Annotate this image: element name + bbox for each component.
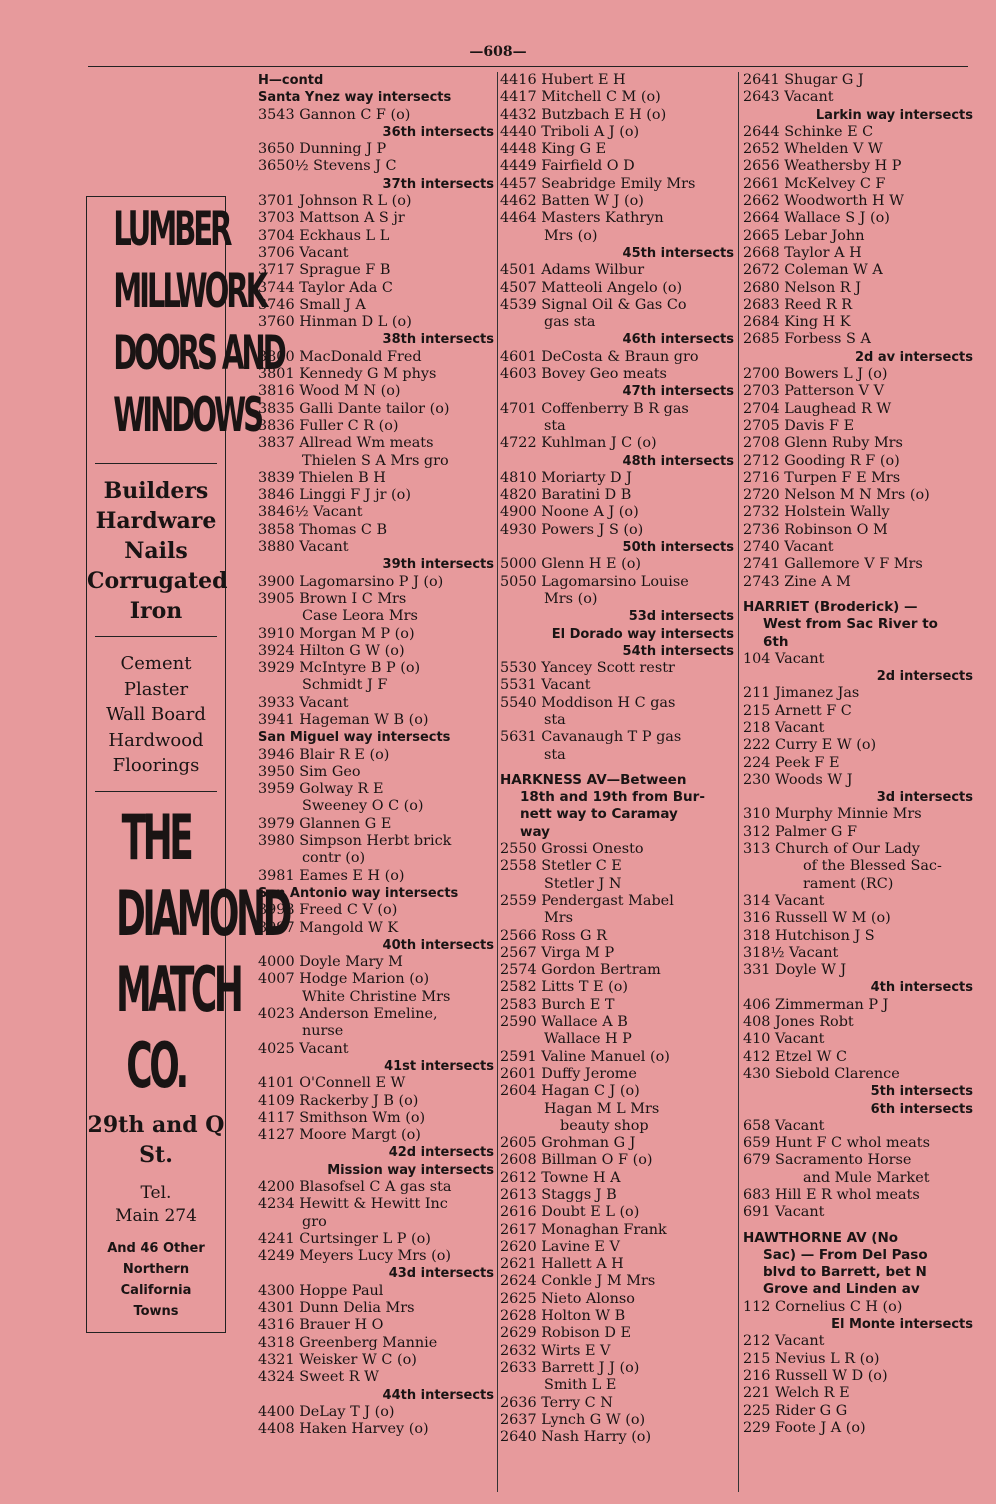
directory-entry: 2590 Wallace A B — [500, 1014, 628, 1031]
directory-entry: 4101 O'Connell E W — [258, 1075, 406, 1092]
directory-entry: 4601 DeCosta & Braun gro — [500, 348, 699, 365]
directory-entry: 4241 Curtsinger L P (o) — [258, 1230, 431, 1247]
directory-entry: 4448 King G E — [500, 141, 607, 158]
directory-entry: 222 Curry E W (o) — [743, 737, 877, 754]
ad-towns: Northern — [122, 1261, 190, 1277]
directory-entry: 221 Welch R E — [743, 1385, 850, 1402]
directory-entry-continued: nurse — [302, 1023, 344, 1040]
directory-entry-continued: and Mule Market — [803, 1169, 930, 1186]
street-heading: HAWTHORNE AV (No — [743, 1229, 899, 1246]
directory-entry: 406 Zimmerman P J — [743, 996, 889, 1013]
directory-entry: 3839 Thielen B H — [258, 469, 386, 486]
directory-entry: 3701 Johnson R L (o) — [258, 193, 412, 210]
section-heading: San Antonio way intersects — [258, 885, 459, 901]
directory-entry: 4501 Adams Wilbur — [500, 262, 645, 279]
directory-entry: 3800 MacDonald Fred — [258, 348, 422, 365]
page-number: —608— — [469, 44, 527, 60]
ad-headline-line: LUMBER — [113, 202, 230, 257]
directory-entry: 2656 Weathersby H P — [743, 158, 902, 175]
directory-entry: 4400 DeLay T J (o) — [258, 1403, 395, 1420]
intersection-heading: 36th intersects — [382, 124, 494, 140]
directory-entry: 225 Rider G G — [743, 1402, 848, 1419]
directory-entry: 2736 Robinson O M — [743, 521, 888, 538]
directory-entry: 212 Vacant — [743, 1333, 825, 1350]
ad-product: Floorings — [112, 755, 200, 776]
intersection-heading: 3d intersects — [876, 790, 973, 806]
directory-entry: 2620 Lavine E V — [500, 1238, 620, 1255]
street-heading-continued: West from Sac River to — [763, 616, 938, 633]
directory-entry: 4701 Coffenberry B R gas — [500, 400, 689, 417]
directory-entry: 2616 Doubt E L (o) — [500, 1204, 640, 1221]
directory-entry: 4301 Dunn Delia Mrs — [258, 1300, 415, 1317]
intersection-heading: 4th intersects — [870, 980, 973, 996]
directory-entry: 3933 Vacant — [258, 694, 349, 711]
directory-entry: 2633 Barrett J J (o) — [500, 1359, 640, 1376]
directory-entry: 4457 Seabridge Emily Mrs — [500, 175, 696, 192]
intersection-heading: Larkin way intersects — [815, 107, 973, 123]
directory-entry-continued: Mrs — [544, 910, 573, 927]
directory-entry: 2641 Shugar G J — [743, 72, 864, 88]
directory-entry: 4722 Kuhlman J C (o) — [500, 435, 657, 452]
directory-entry: 2741 Gallemore V F Mrs — [743, 556, 923, 573]
street-heading-continued: Sac) — From Del Paso — [763, 1246, 928, 1263]
directory-entry: 4900 Noone A J (o) — [500, 504, 639, 521]
directory-entry: 2700 Bowers L J (o) — [743, 366, 888, 383]
intersection-heading: 5th intersects — [870, 1084, 973, 1100]
directory-entry: 4249 Meyers Lucy Mrs (o) — [258, 1248, 451, 1265]
ad-product: Hardwood — [108, 729, 204, 751]
directory-entry: 3744 Taylor Ada C — [258, 279, 393, 296]
directory-entry: 4416 Hubert E H — [500, 72, 626, 88]
directory-entry: 3880 Vacant — [258, 539, 349, 556]
directory-entry: 4200 Blasofsel C A gas sta — [258, 1179, 452, 1195]
directory-entry: 2601 Duffy Jerome — [500, 1065, 637, 1082]
directory-entry: 2636 Terry C N — [500, 1394, 613, 1411]
directory-entry: 3836 Fuller C R (o) — [258, 417, 399, 434]
intersection-heading: 41st intersects — [384, 1058, 494, 1074]
directory-entry-continued: rament (RC) — [803, 875, 894, 892]
directory-entry: 3959 Golway R E — [258, 781, 384, 798]
ad-product: Cement — [120, 653, 192, 674]
directory-entry: 4539 Signal Oil & Gas Co — [500, 296, 687, 313]
directory-entry: 2720 Nelson M N Mrs (o) — [743, 487, 930, 504]
intersection-heading: 50th intersects — [622, 540, 734, 556]
directory-entry: 4127 Moore Margt (o) — [258, 1127, 421, 1144]
directory-entry: 691 Vacant — [743, 1204, 825, 1221]
directory-entry: 3746 Small J A — [258, 296, 366, 313]
directory-entry-continued: Schmidt J F — [302, 677, 388, 694]
directory-entry: 3760 Hinman D L (o) — [258, 314, 412, 331]
directory-entry: 4462 Batten W J (o) — [500, 193, 644, 210]
directory-entry: 2566 Ross G R — [500, 927, 607, 944]
directory-entry: 4025 Vacant — [258, 1040, 349, 1057]
directory-entry-continued: gro — [302, 1213, 327, 1230]
directory-entry: 3717 Sprague F B — [258, 262, 391, 279]
directory-entry: 3946 Blair R E (o) — [258, 746, 390, 763]
directory-entry: 104 Vacant — [743, 650, 825, 667]
directory-entry: 3997 Mangold W K — [258, 919, 399, 936]
directory-entry: 3846½ Vacant — [258, 504, 363, 521]
directory-entry: 2628 Holton W B — [500, 1308, 626, 1325]
directory-entry: 430 Siebold Clarence — [743, 1065, 900, 1082]
ad-company-line: DIAMOND — [115, 876, 289, 950]
street-heading: HARKNESS AV—Between — [500, 771, 687, 788]
directory-entry: 313 Church of Our Lady — [743, 841, 920, 858]
directory-entry: 4417 Mitchell C M (o) — [500, 89, 661, 106]
directory-entry: 2604 Hagan C J (o) — [500, 1083, 640, 1100]
directory-entry-continued: beauty shop — [560, 1117, 649, 1134]
directory-entry-continued: Mrs (o) — [544, 590, 598, 607]
directory-entry: 5000 Glenn H E (o) — [500, 556, 642, 573]
directory-entry: 5050 Lagomarsino Louise — [500, 573, 689, 590]
directory-entry: 658 Vacant — [743, 1117, 825, 1134]
column-divider — [497, 72, 498, 1492]
directory-entry: 4432 Butzbach E H (o) — [500, 106, 667, 123]
directory-entry: 2591 Valine Manuel (o) — [500, 1048, 670, 1065]
directory-entry: 2608 Billman O F (o) — [500, 1152, 653, 1169]
street-heading: HARRIET (Broderick) — — [743, 598, 918, 615]
ad-towns: Towns — [133, 1303, 179, 1319]
directory-entry: 2716 Turpen F E Mrs — [743, 469, 901, 486]
directory-entry: 230 Woods W J — [743, 771, 853, 788]
directory-entry: 224 Peek F E — [743, 754, 840, 771]
directory-entry: 4810 Moriarty D J — [500, 469, 632, 486]
directory-entry: 218 Vacant — [743, 719, 825, 736]
directory-entry: 5531 Vacant — [500, 677, 591, 694]
directory-entry: 3905 Brown I C Mrs — [258, 590, 407, 607]
directory-entry: 316 Russell W M (o) — [743, 910, 891, 927]
directory-entry: 2668 Taylor A H — [743, 244, 862, 261]
directory-entry: 3816 Wood M N (o) — [258, 383, 401, 400]
ad-telephone: Main 274 — [115, 1205, 197, 1226]
section-heading: H—contd — [258, 73, 324, 88]
directory-entry: 3801 Kennedy G M phys — [258, 366, 437, 383]
directory-entry-continued: Mrs (o) — [544, 227, 598, 244]
directory-entry: 2605 Grohman G J — [500, 1135, 636, 1152]
directory-entry: 3900 Lagomarsino P J (o) — [258, 573, 444, 590]
directory-entry: 4440 Triboli A J (o) — [500, 123, 640, 140]
directory-entry: 2740 Vacant — [743, 539, 834, 556]
intersection-heading: 37th intersects — [382, 176, 494, 192]
directory-entry: 2644 Schinke E C — [743, 123, 874, 140]
directory-entry: 410 Vacant — [743, 1031, 825, 1048]
intersection-heading: 6th intersects — [870, 1101, 973, 1117]
directory-entry: 2712 Gooding R F (o) — [743, 452, 900, 469]
directory-entry: 2558 Stetler C E — [500, 858, 622, 875]
directory-entry: 2559 Pendergast Mabel — [500, 892, 674, 909]
intersection-heading: 47th intersects — [622, 384, 734, 400]
street-heading-continued: blvd to Barrett, bet N — [763, 1264, 927, 1281]
directory-entry: 3980 Simpson Herbt brick — [258, 833, 452, 850]
directory-entry: 4603 Bovey Geo meats — [500, 366, 667, 383]
directory-entry: 318 Hutchison J S — [743, 927, 875, 944]
directory-entry: 2661 McKelvey C F — [743, 175, 886, 192]
intersection-heading: 48th intersects — [622, 453, 734, 469]
directory-entry: 2680 Nelson R J — [743, 279, 861, 296]
ad-company-line: THE — [121, 800, 191, 874]
directory-entry-continued: gas sta — [544, 314, 596, 331]
column-divider — [738, 72, 739, 1492]
directory-entry-continued: Stetler J N — [544, 875, 622, 892]
directory-entry: 2685 Forbess S A — [743, 331, 871, 348]
street-heading-continued: way — [520, 823, 550, 840]
intersection-heading: 39th intersects — [382, 557, 494, 573]
directory-entry: 4000 Doyle Mary M — [258, 954, 403, 971]
directory-entry-continued: Sweeney O C (o) — [302, 798, 424, 815]
street-heading-continued: nett way to Caramay — [520, 806, 678, 823]
section-heading: Santa Ynez way intersects — [258, 90, 452, 106]
directory-entry: 4117 Smithson Wm (o) — [258, 1109, 426, 1126]
directory-column-3 — [743, 72, 973, 1437]
directory-entry: 3650½ Stevens J C — [258, 158, 397, 175]
directory-entry: 3979 Glannen G E — [258, 815, 392, 832]
directory-entry: 310 Murphy Minnie Mrs — [743, 806, 922, 823]
intersection-heading: 45th intersects — [622, 245, 734, 261]
ad-product: Builders — [103, 478, 209, 504]
intersection-heading: 42d intersects — [388, 1145, 494, 1161]
intersection-heading: 46th intersects — [622, 332, 734, 348]
directory-entry: 2743 Zine A M — [743, 573, 851, 590]
intersection-heading: Mission way intersects — [327, 1162, 494, 1178]
intersection-heading: El Dorado way intersects — [551, 626, 734, 642]
directory-entry: 2705 Davis F E — [743, 417, 855, 434]
directory-entry: 3846 Linggi F J jr (o) — [258, 487, 411, 504]
intersection-heading: 2d intersects — [876, 669, 973, 685]
directory-entry-continued: Hagan M L Mrs — [544, 1100, 660, 1117]
directory-entry: 4234 Hewitt & Hewitt Inc — [258, 1196, 448, 1213]
directory-entry-continued: sta — [544, 746, 566, 763]
directory-entry: 683 Hill E R whol meats — [743, 1187, 920, 1203]
ad-towns: And 46 Other — [107, 1240, 205, 1256]
directory-entry: 4321 Weisker W C (o) — [258, 1351, 417, 1368]
directory-entry: 4007 Hodge Marion (o) — [258, 971, 430, 988]
directory-entry: 4316 Brauer H O — [258, 1317, 384, 1334]
directory-entry: 2612 Towne H A — [500, 1169, 621, 1186]
directory-entry: 2672 Coleman W A — [743, 262, 883, 279]
directory-entry: 3543 Gannon C F (o) — [258, 106, 411, 123]
ad-towns: California — [120, 1282, 192, 1298]
ad-product: Hardware — [95, 508, 217, 534]
top-rule — [88, 66, 968, 67]
directory-entry: 4820 Baratini D B — [500, 487, 632, 504]
directory-entry: 312 Palmer G F — [743, 823, 857, 840]
directory-entry: 3950 Sim Geo — [258, 763, 361, 780]
directory-entry-continued: contr (o) — [302, 850, 366, 867]
ad-company-line: CO. — [126, 1028, 186, 1102]
directory-entry: 4300 Hoppe Paul — [258, 1282, 384, 1299]
ad-product: Plaster — [123, 678, 189, 700]
directory-entry: 3704 Eckhaus L L — [258, 227, 390, 244]
directory-entry: 211 Jimanez Jas — [743, 685, 860, 702]
directory-entry: 2732 Holstein Wally — [743, 504, 890, 521]
directory-entry-continued: Wallace H P — [544, 1031, 632, 1048]
directory-entry: 4507 Matteoli Angelo (o) — [500, 279, 683, 296]
directory-entry: 2613 Staggs J B — [500, 1187, 617, 1203]
directory-entry: 2683 Reed R R — [743, 296, 853, 313]
directory-column-2 — [500, 72, 734, 1446]
directory-entry: 4318 Greenberg Mannie — [258, 1334, 438, 1351]
directory-entry: 2550 Grossi Onesto — [500, 841, 644, 858]
ad-company-line: MATCH — [115, 952, 241, 1026]
directory-entry: 2665 Lebar John — [743, 227, 865, 244]
directory-entry: 659 Hunt F C whol meats — [743, 1135, 930, 1152]
directory-entry: 331 Doyle W J — [743, 962, 847, 979]
directory-entry: 2632 Wirts E V — [500, 1342, 611, 1359]
directory-entry-continued: Thielen S A Mrs gro — [302, 452, 449, 469]
directory-entry: 2637 Lynch G W (o) — [500, 1411, 646, 1428]
directory-entry: 3650 Dunning J P — [258, 141, 387, 158]
ad-product: Wall Board — [106, 704, 206, 725]
directory-entry-continued: sta — [544, 417, 566, 434]
directory-entry: 5530 Yancey Scott restr — [500, 660, 675, 677]
directory-entry: 3835 Galli Dante tailor (o) — [258, 400, 450, 417]
directory-entry: 4464 Masters Kathryn — [500, 210, 664, 227]
directory-entry: 2703 Patterson V V — [743, 383, 885, 400]
directory-entry-continued: Smith L E — [544, 1377, 617, 1394]
ad-headline-line: WINDOWS — [113, 388, 261, 443]
directory-entry: 3910 Morgan M P (o) — [258, 625, 415, 642]
directory-entry: 4109 Rackerby J B (o) — [258, 1092, 419, 1109]
intersection-heading: 40th intersects — [382, 937, 494, 953]
street-heading-continued: 6th — [763, 633, 789, 650]
directory-entry: 2582 Litts T E (o) — [500, 979, 629, 996]
intersection-heading: 43d intersects — [388, 1266, 494, 1282]
ad-address: St. — [139, 1141, 173, 1168]
ad-product: Nails — [124, 538, 188, 564]
directory-entry: 2629 Robison D E — [500, 1325, 632, 1342]
directory-entry: 215 Nevius L R (o) — [743, 1350, 880, 1367]
directory-entry: 4449 Fairfield O D — [500, 158, 635, 175]
directory-entry: 3706 Vacant — [258, 244, 349, 261]
directory-entry: 2617 Monaghan Frank — [500, 1221, 667, 1238]
directory-entry: 2625 Nieto Alonso — [500, 1290, 635, 1307]
ad-product: Corrugated — [87, 568, 228, 594]
directory-entry-continued: Case Leora Mrs — [302, 608, 418, 625]
directory-entry: 229 Foote J A (o) — [743, 1419, 866, 1436]
directory-entry: 3981 Eames E H (o) — [258, 867, 405, 884]
directory-entry: 4023 Anderson Emeline, — [258, 1006, 438, 1023]
directory-entry: 2624 Conkle J M Mrs — [500, 1273, 656, 1290]
intersection-heading: 53d intersects — [628, 609, 734, 625]
intersection-heading: 38th intersects — [382, 332, 494, 348]
directory-entry: 314 Vacant — [743, 892, 825, 909]
advertisement — [86, 196, 289, 1333]
directory-entry: 3941 Hageman W B (o) — [258, 711, 429, 728]
directory-entry: 679 Sacramento Horse — [743, 1152, 912, 1169]
intersection-heading: 44th intersects — [382, 1387, 494, 1403]
directory-entry: 5540 Moddison H C gas — [500, 694, 676, 711]
directory-column-1 — [258, 72, 494, 1438]
intersection-heading: 54th intersects — [622, 643, 734, 659]
intersection-heading: El Monte intersects — [831, 1317, 973, 1333]
directory-entry: 2704 Laughead R W — [743, 400, 892, 417]
directory-entry: 2567 Virga M P — [500, 944, 615, 961]
ad-product: Iron — [129, 598, 183, 624]
directory-entry: 3837 Allread Wm meats — [258, 435, 434, 452]
street-heading-continued: Grove and Linden av — [763, 1281, 920, 1298]
intersection-heading: 2d av intersects — [854, 349, 973, 365]
directory-entry-continued: sta — [544, 711, 566, 728]
directory-entry: 408 Jones Robt — [743, 1014, 854, 1031]
directory-entry: 2708 Glenn Ruby Mrs — [743, 435, 903, 452]
directory-entry: 3929 McIntyre B P (o) — [258, 660, 421, 677]
directory-entry: 216 Russell W D (o) — [743, 1367, 888, 1384]
ad-telephone: Tel. — [140, 1182, 172, 1203]
section-heading: San Miguel way intersects — [258, 730, 451, 746]
directory-entry: 2684 King H K — [743, 314, 851, 331]
directory-entry: 318½ Vacant — [743, 944, 839, 961]
directory-entry: 3993 Freed C V (o) — [258, 902, 398, 919]
directory-entry: 112 Cornelius C H (o) — [743, 1298, 903, 1315]
directory-entry: 4408 Haken Harvey (o) — [258, 1421, 429, 1438]
directory-entry: 3703 Mattson A S jr — [258, 210, 405, 227]
directory-entry: 3858 Thomas C B — [258, 521, 388, 538]
ad-headline-line: DOORS AND — [113, 326, 284, 381]
directory-entry: 2643 Vacant — [743, 89, 834, 106]
directory-entry: 3924 Hilton G W (o) — [258, 642, 405, 659]
directory-entry: 2574 Gordon Bertram — [500, 962, 661, 979]
directory-entry: 215 Arnett F C — [743, 702, 852, 719]
directory-entry-continued: of the Blessed Sac- — [803, 858, 942, 875]
street-heading-continued: 18th and 19th from Bur- — [520, 789, 705, 806]
ad-address: 29th and Q — [87, 1111, 225, 1138]
directory-entry: 2652 Whelden V W — [743, 141, 883, 158]
directory-entry: 4324 Sweet R W — [258, 1369, 379, 1386]
directory-entry: 5631 Cavanaugh T P gas — [500, 729, 682, 746]
directory-entry: 2664 Wallace S J (o) — [743, 210, 890, 227]
ad-headline-line: MILLWORK — [113, 264, 266, 319]
directory-entry: 2640 Nash Harry (o) — [500, 1429, 652, 1446]
directory-entry-continued: White Christine Mrs — [302, 988, 451, 1005]
directory-entry: 412 Etzel W C — [743, 1048, 847, 1065]
directory-entry: 2583 Burch E T — [500, 996, 615, 1013]
directory-entry: 2662 Woodworth H W — [743, 193, 904, 210]
directory-entry: 2621 Hallett A H — [500, 1256, 624, 1273]
directory-entry: 4930 Powers J S (o) — [500, 521, 644, 538]
